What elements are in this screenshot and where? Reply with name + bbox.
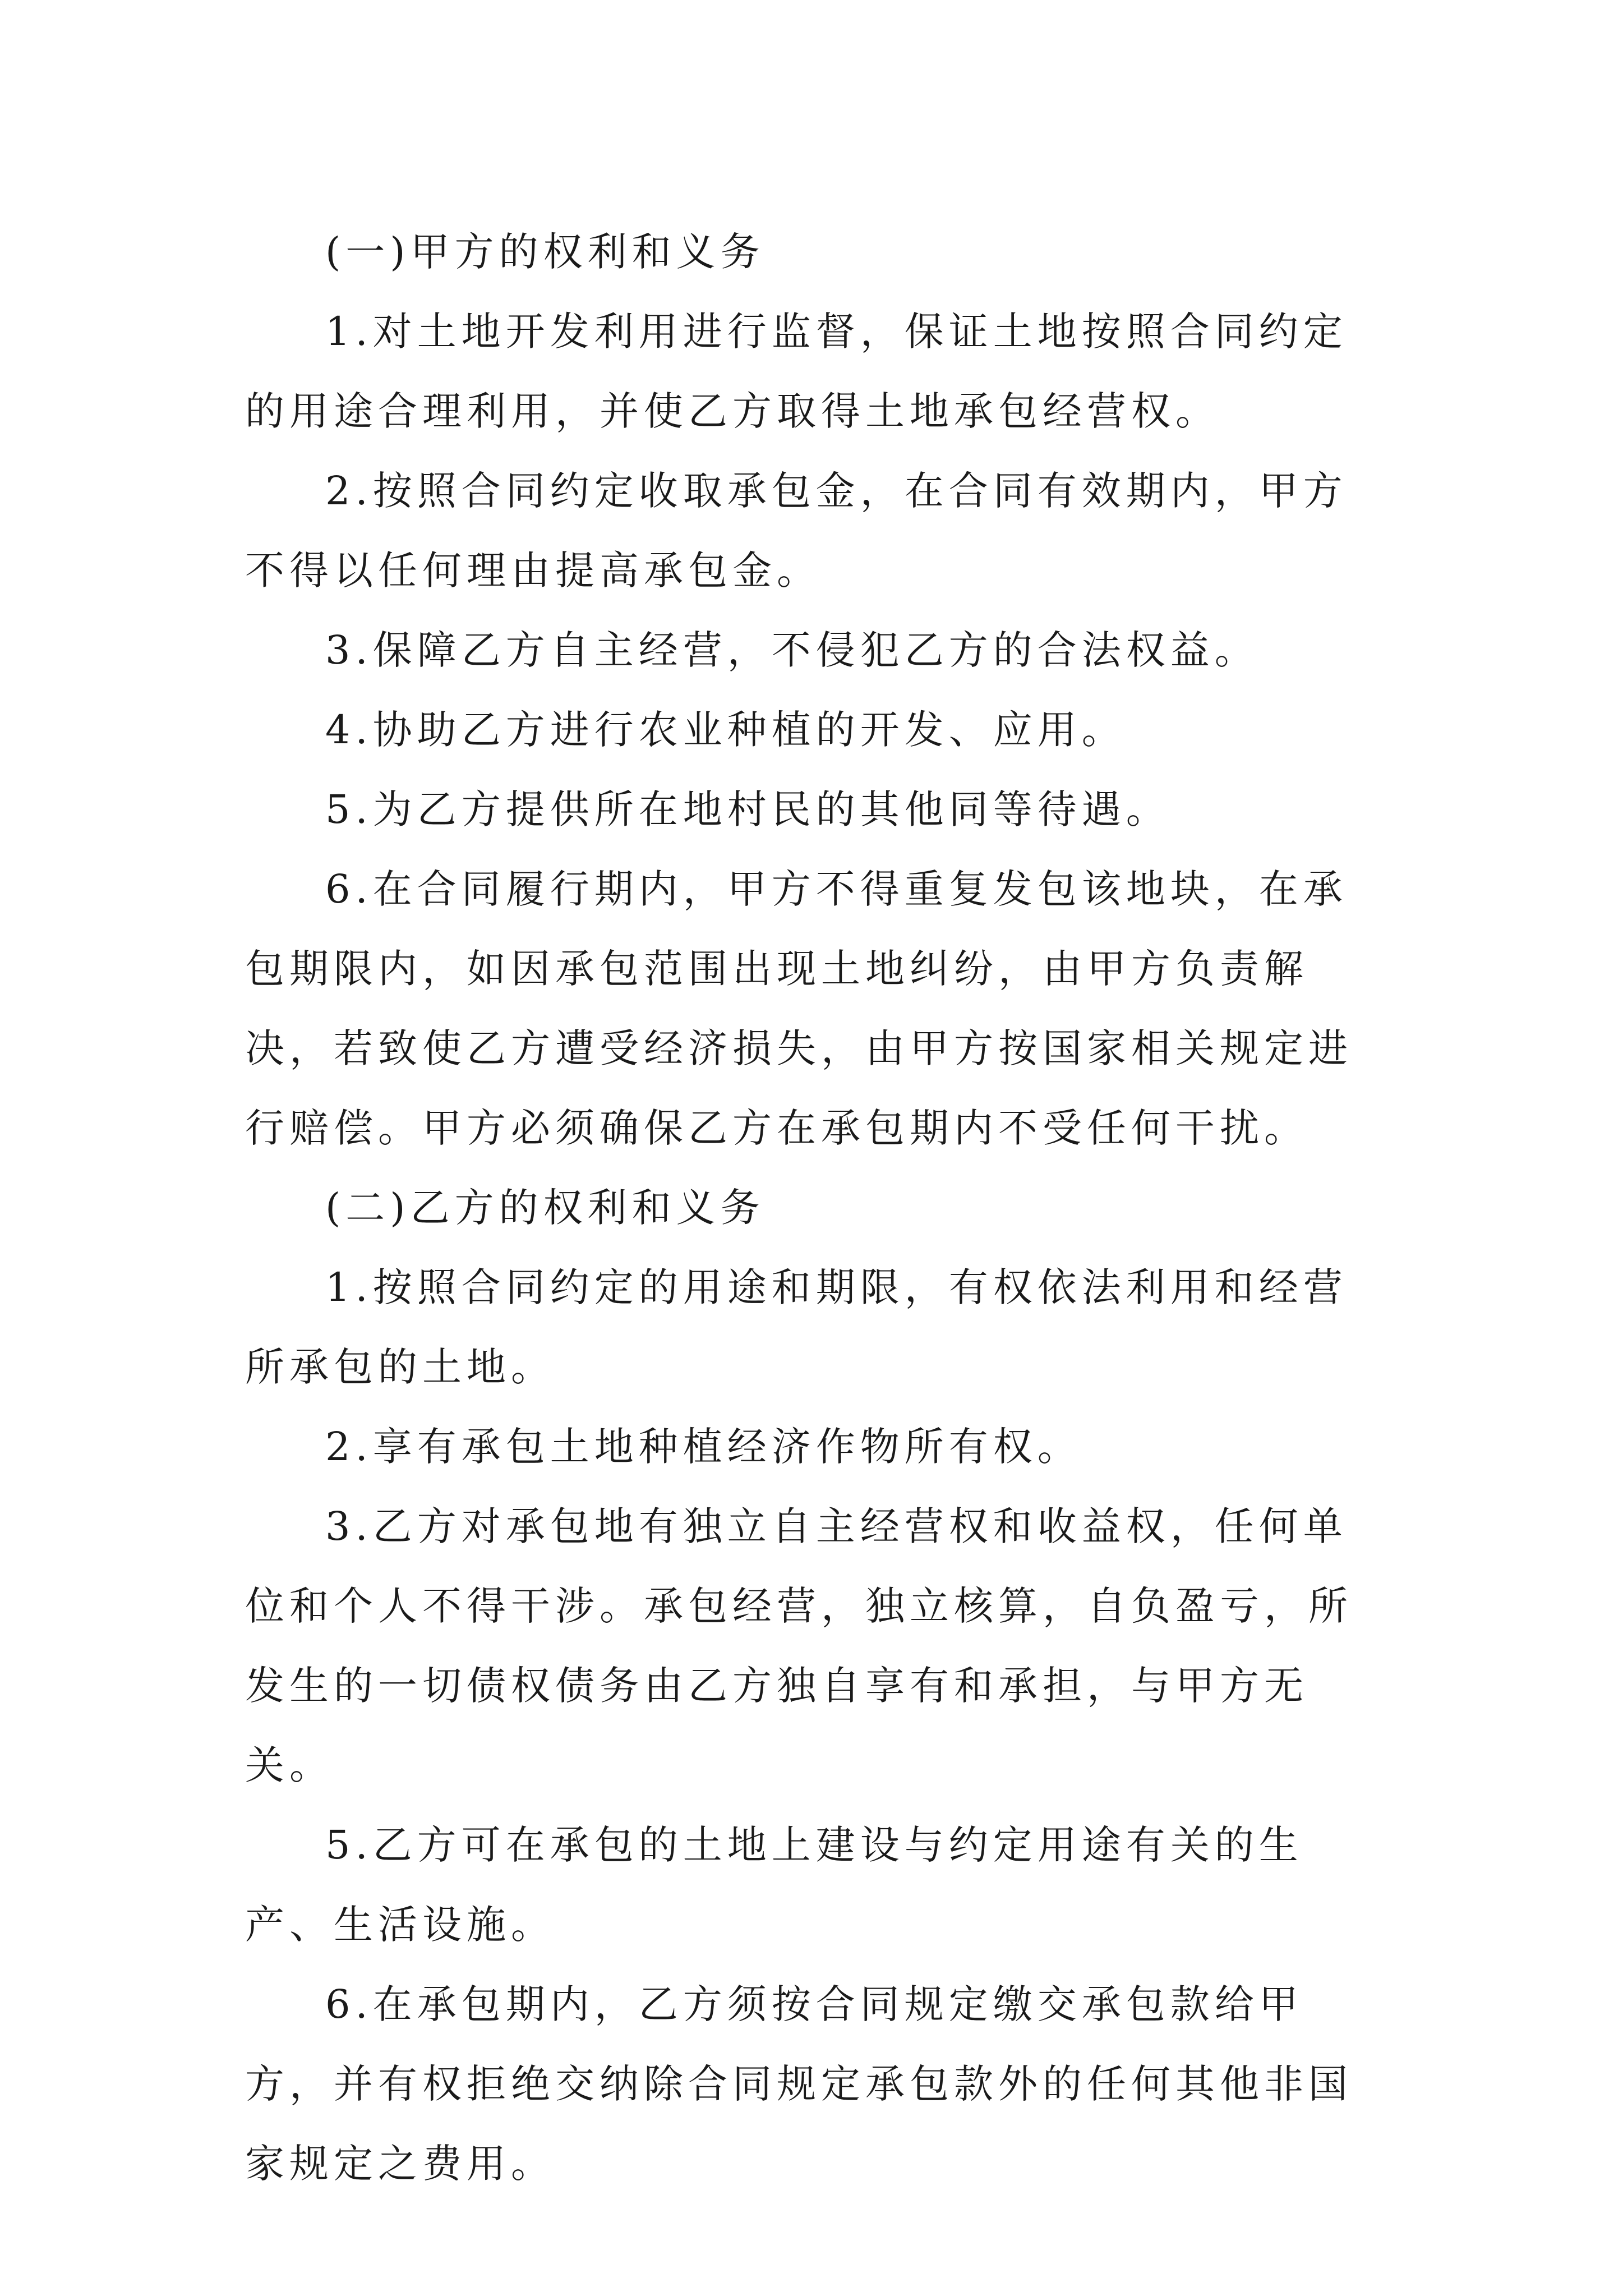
party-a-clause-6: 6.在合同履行期内，甲方不得重复发包该地块，在承包期限内，如因承包范围出现土地纠纷，由甲方负责解决，若致使乙方遭受经济损失，由甲方按国家相关规定进行赔偿。甲方必须确保乙方在承包期内不受任何干扰。 bbox=[245, 866, 1353, 1151]
party-b-clause-3: 3.乙方对承包地有独立自主经营权和收益权，任何单位和个人不得干涉。承包经营，独立核算，自负盈亏，所发生的一切债权债务由乙方独自享有和承担，与甲方无关。 bbox=[245, 1503, 1353, 1788]
section-heading-party-b: (二)乙方的权利和义务 bbox=[325, 1185, 765, 1231]
party-b-clause-5: 5.乙方可在承包的土地上建设与约定用途有关的生产、生活设施。 bbox=[245, 1822, 1303, 1948]
party-a-clause-2: 2.按照合同约定收取承包金，在合同有效期内，甲方不得以任何理由提高承包金。 bbox=[245, 468, 1348, 593]
document-body bbox=[245, 212, 1389, 2203]
section-heading-party-a: (一)甲方的权利和义务 bbox=[325, 229, 765, 275]
party-a-clause-3: 3.保障乙方自主经营，不侵犯乙方的合法权益。 bbox=[325, 627, 1259, 673]
party-a-clause-4: 4.协助乙方进行农业种植的开发、应用。 bbox=[325, 707, 1126, 753]
party-b-clause-2: 2.享有承包土地种植经济作物所有权。 bbox=[325, 1424, 1082, 1470]
party-b-clause-6: 6.在承包期内，乙方须按合同规定缴交承包款给甲方，并有权拒绝交纳除合同规定承包款外的任何其他非国家规定之费用。 bbox=[245, 1981, 1353, 2187]
party-b-clause-1: 1.按照合同约定的用途和期限，有权依法利用和经营所承包的土地。 bbox=[245, 1264, 1348, 1390]
party-a-clause-1: 1.对土地开发利用进行监督，保证土地按照合同约定的用途合理利用，并使乙方取得土地承包经营权。 bbox=[245, 309, 1348, 434]
party-a-clause-5: 5.为乙方提供所在地村民的其他同等待遇。 bbox=[325, 786, 1170, 832]
